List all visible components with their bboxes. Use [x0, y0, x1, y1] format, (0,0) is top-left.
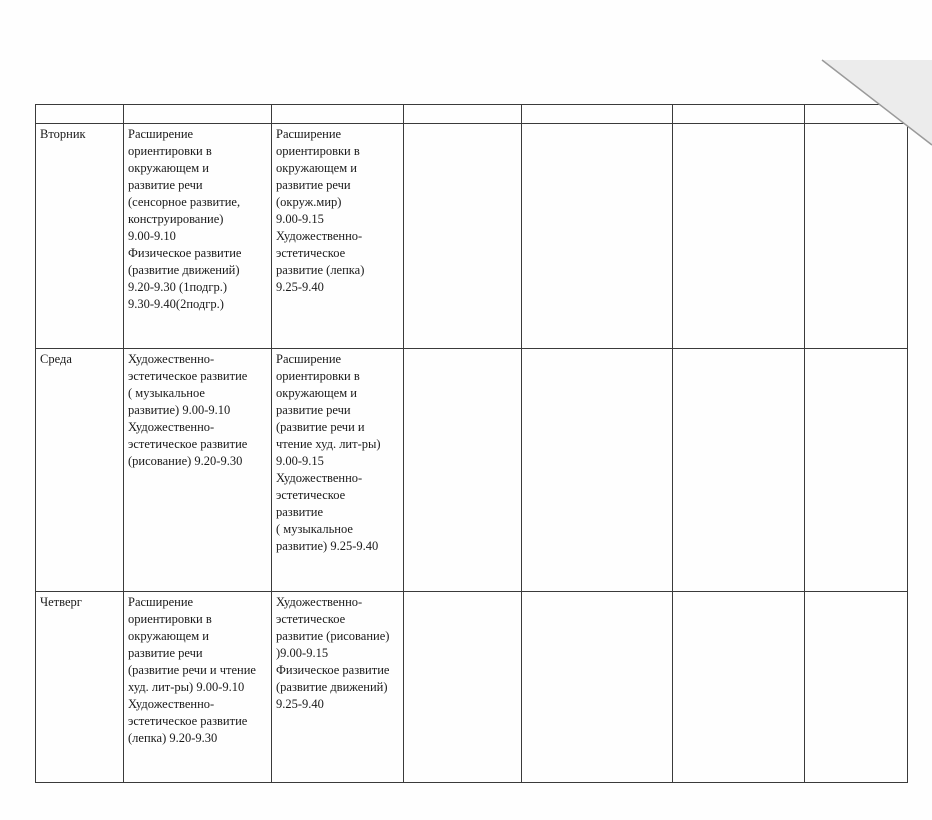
header-cell: [522, 105, 673, 124]
empty-cell: [805, 124, 908, 349]
header-cell: [805, 105, 908, 124]
header-cell: [673, 105, 805, 124]
table-row-thursday: [36, 592, 908, 783]
empty-cell: [522, 592, 673, 783]
header-cell: [404, 105, 522, 124]
activity-cell: Расширение ориентировки в окружающем и развитие речи (развитие речи и чтение худ. лит-ры) 9.00-9.10 Художественно- эстетическое развитие (лепка) 9.20-9.30: [124, 592, 272, 783]
empty-cell: [673, 349, 805, 592]
empty-cell: [522, 124, 673, 349]
day-cell: Вторник: [36, 124, 124, 349]
table-row-wednesday: [36, 349, 908, 592]
empty-cell: [673, 124, 805, 349]
empty-cell: [404, 592, 522, 783]
empty-cell: [404, 124, 522, 349]
activity-cell: Художественно- эстетическое развитие (рисование) )9.00-9.15 Физическое развитие (развитие движений) 9.25-9.40: [272, 592, 404, 783]
empty-cell: [404, 349, 522, 592]
header-cell: [272, 105, 404, 124]
empty-cell: [805, 592, 908, 783]
table-row-tuesday: [36, 124, 908, 349]
empty-cell: [805, 349, 908, 592]
table-header-row: [36, 105, 908, 124]
day-cell: Четверг: [36, 592, 124, 783]
header-cell: [124, 105, 272, 124]
activity-cell: Художественно- эстетическое развитие ( музыкальное развитие) 9.00-9.10 Художественно- эстетическое развитие (рисование) 9.20-9.30: [124, 349, 272, 592]
empty-cell: [522, 349, 673, 592]
activity-cell: Расширение ориентировки в окружающем и развитие речи (сенсорное развитие, конструирование) 9.00-9.10 Физическое развитие (развитие движений) 9.20-9.30 (1подгр.) 9.30-9.40(2подгр.): [124, 124, 272, 349]
activity-cell: Расширение ориентировки в окружающем и развитие речи (развитие речи и чтение худ. лит-ры) 9.00-9.15 Художественно- эстетическое развитие ( музыкальное развитие) 9.25-9.40: [272, 349, 404, 592]
empty-cell: [673, 592, 805, 783]
day-cell: Среда: [36, 349, 124, 592]
activity-cell: Расширение ориентировки в окружающем и развитие речи (окруж.мир) 9.00-9.15 Художественно- эстетическое развитие (лепка) 9.25-9.40: [272, 124, 404, 349]
schedule-table: [35, 104, 908, 783]
header-cell: [36, 105, 124, 124]
